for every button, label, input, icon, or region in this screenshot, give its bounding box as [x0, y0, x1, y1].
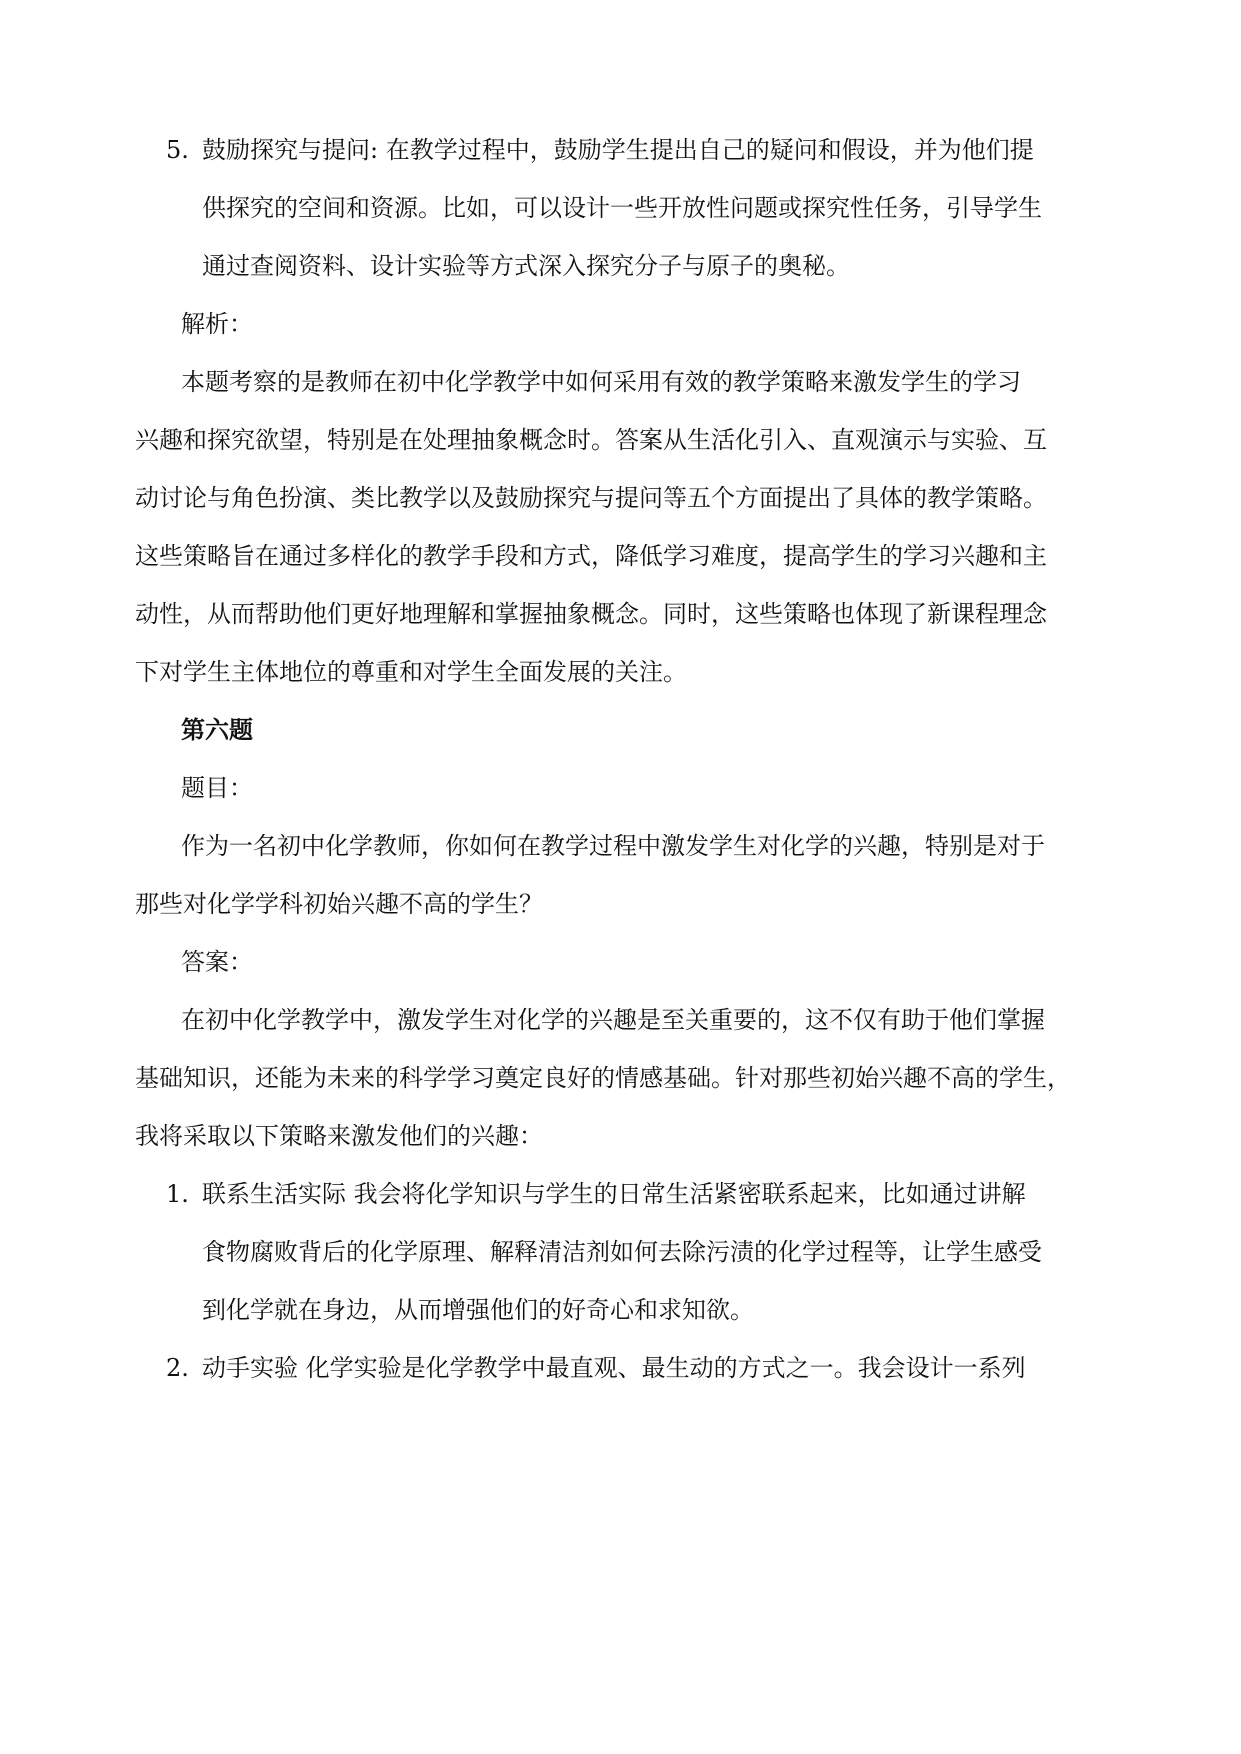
analysis-label: 解析：	[181, 310, 253, 338]
paragraph-line: 这些策略旨在通过多样化的教学手段和方式，降低学习难度，提高学生的学习兴趣和主	[135, 542, 1047, 570]
section-heading: 第六题	[181, 715, 253, 744]
list-number: 2.	[166, 1354, 189, 1382]
paragraph-line: 本题考察的是教师在初中化学教学中如何采用有效的教学策略来激发学生的学习	[181, 368, 1021, 396]
paragraph-line: 在初中化学教学中，激发学生对化学的兴趣是至关重要的，这不仅有助于他们掌握	[181, 1006, 1045, 1034]
question-label: 题目：	[181, 774, 253, 802]
paragraph-line: 我将采取以下策略来激发他们的兴趣：	[135, 1122, 543, 1150]
list-item-text-line: 食物腐败背后的化学原理、解释清洁剂如何去除污渍的化学过程等，让学生感受	[202, 1238, 1042, 1266]
paragraph-line: 动讨论与角色扮演、类比教学以及鼓励探究与提问等五个方面提出了具体的教学策略。	[135, 484, 1047, 512]
list-item-text-line: 联系生活实际 我会将化学知识与学生的日常生活紧密联系起来，比如通过讲解	[202, 1180, 1026, 1208]
paragraph-line: 作为一名初中化学教师，你如何在教学过程中激发学生对化学的兴趣，特别是对于	[181, 832, 1045, 860]
paragraph-line: 下对学生主体地位的尊重和对学生全面发展的关注。	[135, 658, 687, 686]
list-number: 5.	[166, 136, 189, 164]
list-item-text-line: 到化学就在身边，从而增强他们的好奇心和求知欲。	[202, 1296, 754, 1324]
answer-label: 答案：	[181, 948, 253, 976]
paragraph-line: 那些对化学学科初始兴趣不高的学生？	[135, 890, 543, 918]
list-item-text-line: 动手实验 化学实验是化学教学中最直观、最生动的方式之一。我会设计一系列	[202, 1354, 1026, 1382]
list-item-text-line: 通过查阅资料、设计实验等方式深入探究分子与原子的奥秘。	[202, 252, 850, 280]
paragraph-line: 基础知识，还能为未来的科学学习奠定良好的情感基础。针对那些初始兴趣不高的学生，	[135, 1064, 1071, 1092]
list-item-text-line: 供探究的空间和资源。比如，可以设计一些开放性问题或探究性任务，引导学生	[202, 194, 1042, 222]
list-item-text-line: 鼓励探究与提问: 在教学过程中，鼓励学生提出自己的疑问和假设，并为他们提	[202, 136, 1034, 164]
paragraph-line: 动性，从而帮助他们更好地理解和掌握抽象概念。同时，这些策略也体现了新课程理念	[135, 600, 1047, 628]
list-number: 1.	[166, 1180, 189, 1208]
paragraph-line: 兴趣和探究欲望，特别是在处理抽象概念时。答案从生活化引入、直观演示与实验、互	[135, 426, 1047, 454]
